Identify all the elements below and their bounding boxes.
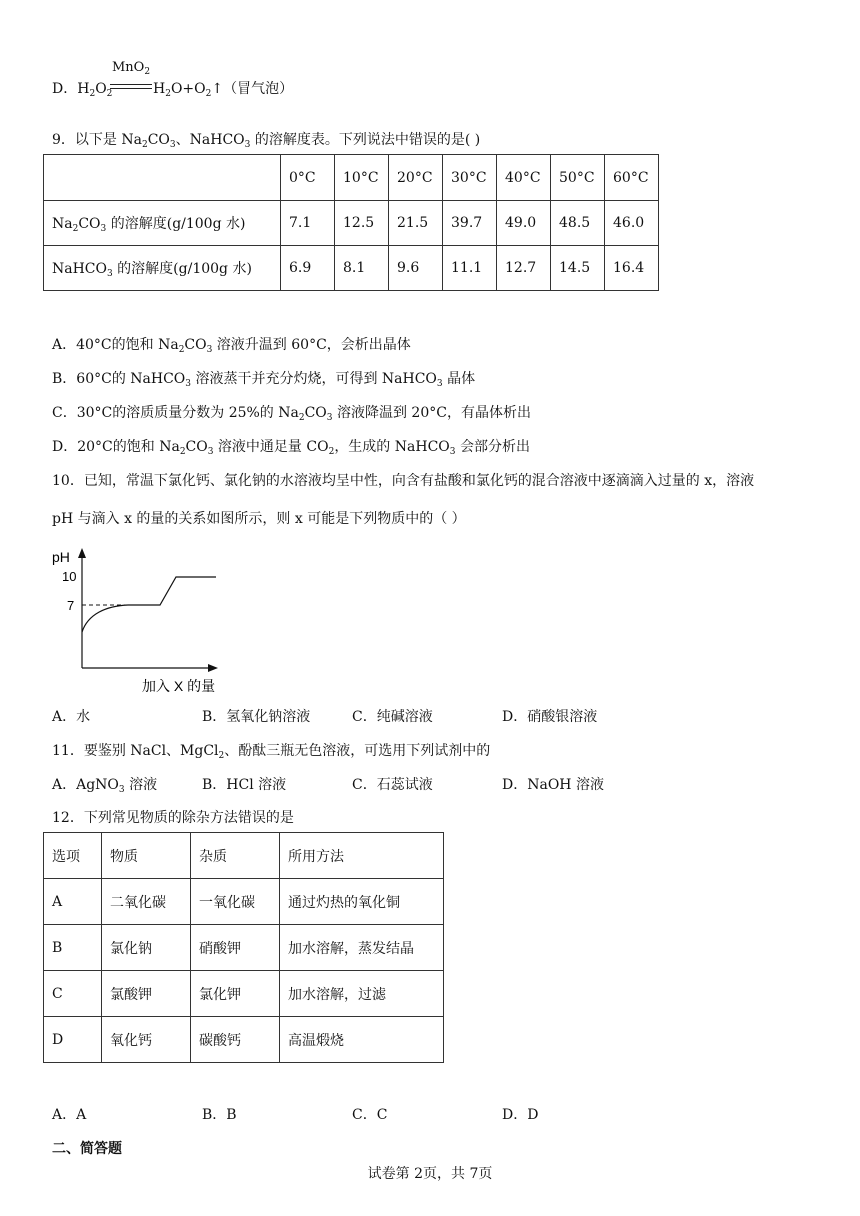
y-axis-arrow <box>78 548 86 558</box>
q12-option-c: C．C <box>352 1107 388 1123</box>
table-cell: 8.1 <box>335 246 389 291</box>
q9-option-a: A．40°C的饱和 $Na_2CO_3$ 溶液升温到 60°C，会析出晶体 <box>52 337 411 355</box>
graph-tick-7: 7 <box>67 598 75 613</box>
table-header-cell: 60°C <box>605 155 659 201</box>
table-header-cell: 20°C <box>389 155 443 201</box>
q12-option-a: A．A <box>52 1107 87 1123</box>
q9-option-c: C．30°C的溶质质量分数为 25%的 $Na_2CO_3$ 溶液降温到 20°C，有晶体析出 <box>52 405 531 423</box>
q8-option-d: D．$H_2O_2$ <box>52 81 113 99</box>
q9-option-d: D．20°C的饱和 $Na_2CO_3$ 溶液中通足量 $CO_2$，生成的 NaHCO$_3$ 会部分析出 <box>52 439 530 457</box>
table-cell: 高温煅烧 <box>280 1017 444 1063</box>
table-cell: 48.5 <box>551 201 605 246</box>
q10-option-a: A．水 <box>52 709 91 725</box>
table-header-cell: 选项 <box>44 833 102 879</box>
ph-graph <box>48 544 228 696</box>
table-cell: 一氧化碳 <box>191 879 280 925</box>
q11-option-c: C．石蕊试液 <box>352 777 433 793</box>
impurity-table <box>43 832 444 1063</box>
table-row <box>44 246 659 291</box>
q10-option-c: C．纯碱溶液 <box>352 709 433 725</box>
table-cell: 通过灼热的氧化铜 <box>280 879 444 925</box>
table-cell: 6.9 <box>281 246 335 291</box>
table-header-cell: 物质 <box>102 833 191 879</box>
table-cell: 碳酸钙 <box>191 1017 280 1063</box>
table-cell: 12.5 <box>335 201 389 246</box>
row-label-nahco3: NaHCO$_3$ 的溶解度(g/100g 水) <box>44 246 281 291</box>
table-cell: 加水溶解，蒸发结晶 <box>280 925 444 971</box>
table-cell: 39.7 <box>443 201 497 246</box>
q11-option-b: B．HCl 溶液 <box>202 777 287 793</box>
q8-option-d-products: $H_2O+O_2↑$（冒气泡） <box>153 81 294 99</box>
solubility-table <box>43 154 659 291</box>
q10-stem-line1: 10．已知，常温下氯化钙、氯化钠的水溶液均呈中性，向含有盐酸和氯化钙的混合溶液中逐滴滴入过量的 x，溶液 <box>52 473 755 489</box>
q12-option-d: D．D <box>502 1107 539 1123</box>
table-cell: B <box>44 925 102 971</box>
equation-double-bar <box>110 84 152 89</box>
table-cell: 硝酸钾 <box>191 925 280 971</box>
table-cell: 氯化钾 <box>191 971 280 1017</box>
table-cell: 二氧化碳 <box>102 879 191 925</box>
table-header-cell <box>44 155 281 201</box>
table-header-cell: 杂质 <box>191 833 280 879</box>
q12-option-b: B．B <box>202 1107 237 1123</box>
table-header-cell: 30°C <box>443 155 497 201</box>
table-row <box>44 201 659 246</box>
table-cell: 16.4 <box>605 246 659 291</box>
table-header-cell: 0°C <box>281 155 335 201</box>
table-row <box>44 1017 444 1063</box>
table-cell: 49.0 <box>497 201 551 246</box>
table-row <box>44 971 444 1017</box>
q10-option-b: B．氢氧化钠溶液 <box>202 709 311 725</box>
table-cell: 11.1 <box>443 246 497 291</box>
q10-option-d: D．硝酸银溶液 <box>502 709 598 725</box>
x-axis-arrow <box>208 664 218 672</box>
table-cell: 氯化钠 <box>102 925 191 971</box>
table-header-cell: 所用方法 <box>280 833 444 879</box>
q9-option-b: B．60°C的 NaHCO$_3$ 溶液蒸干并充分灼烧，可得到 NaHCO$_3$ 晶体 <box>52 371 476 389</box>
ph-curve <box>82 577 216 632</box>
table-cell: 7.1 <box>281 201 335 246</box>
graph-y-label: pH <box>52 549 70 565</box>
q11-option-a: A．AgNO$_3$ 溶液 <box>52 777 158 795</box>
table-cell: 氧化钙 <box>102 1017 191 1063</box>
table-cell: 46.0 <box>605 201 659 246</box>
table-cell: C <box>44 971 102 1017</box>
graph-x-label: 加入 X 的量 <box>142 678 216 694</box>
q11-option-d: D．NaOH 溶液 <box>502 777 604 793</box>
table-cell: 9.6 <box>389 246 443 291</box>
table-cell: 21.5 <box>389 201 443 246</box>
q11-stem: 11．要鉴别 NaCl、MgCl$_2$、酚酞三瓶无色溶液，可选用下列试剂中的 <box>52 743 491 761</box>
table-cell: A <box>44 879 102 925</box>
catalyst-label: MnO$_2$ <box>112 60 151 77</box>
section-heading: 二、简答题 <box>52 1141 122 1157</box>
table-cell: D <box>44 1017 102 1063</box>
q9-stem: 9．以下是 $Na_2CO_3$、NaHCO$_3$ 的溶解度表。下列说法中错误的是( ) <box>52 132 481 150</box>
table-header-cell: 40°C <box>497 155 551 201</box>
table-header-cell: 10°C <box>335 155 389 201</box>
table-header-row <box>44 833 444 879</box>
table-row <box>44 925 444 971</box>
page-footer: 试卷第 2页，共 7页 <box>367 1166 493 1182</box>
table-cell: 14.5 <box>551 246 605 291</box>
table-header-cell: 50°C <box>551 155 605 201</box>
graph-tick-10: 10 <box>62 569 77 584</box>
table-row <box>44 879 444 925</box>
q12-stem: 12．下列常见物质的除杂方法错误的是 <box>52 810 294 826</box>
table-cell: 氯酸钾 <box>102 971 191 1017</box>
table-header-row <box>44 155 659 201</box>
q10-stem-line2: pH 与滴入 x 的量的关系如图所示，则 x 可能是下列物质中的（ ） <box>52 511 466 527</box>
row-label-na2co3: $Na_2CO_3$ 的溶解度(g/100g 水) <box>44 201 281 246</box>
table-cell: 12.7 <box>497 246 551 291</box>
table-cell: 加水溶解，过滤 <box>280 971 444 1017</box>
